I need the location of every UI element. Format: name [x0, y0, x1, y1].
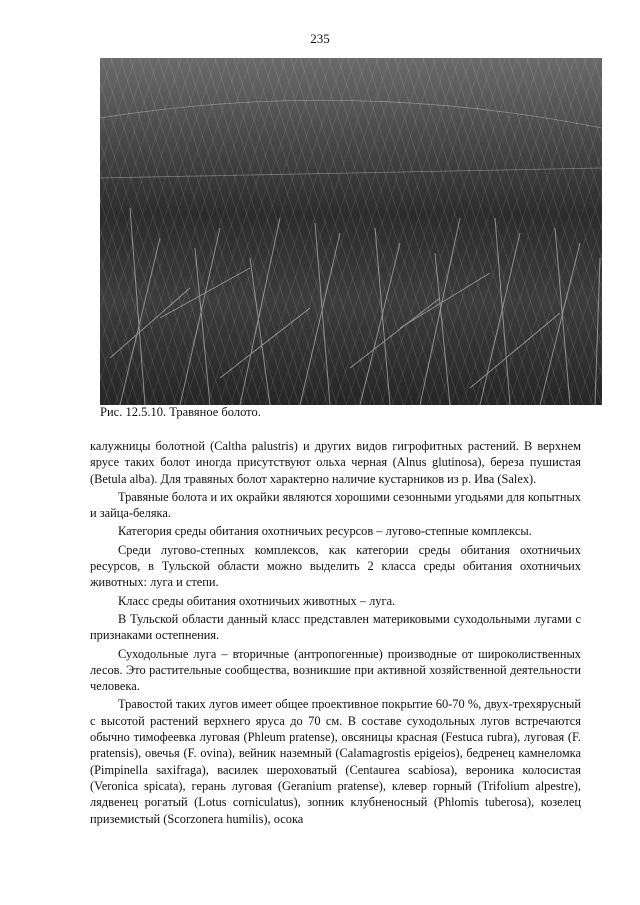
- page-number: 235: [310, 31, 330, 46]
- paragraph: Травостой таких лугов имеет общее проективное покрытие 60-70 %, двух-трехярусный с высотой растений верхнего яруса до 70 см. В составе суходольных лугов встречаются обычно тимофеевка луговая (Phleum pratense), овсяницы красная (Festuca rubra), луговая (F. pratensis), овечья (F. ovina), вейник наземный (Calamagrostis epigeios), бедренец камнеломка (Pimpinella saxifraga), василек шероховатый (Centaurea scabiosa), вероника колосистая (Veronica spicata), герань луговая (Geranium pratense), клевер горный (Trifolium alpestre), лядвенец рогатый (Lotus corniculatus), зопник клубненосный (Phlomis tuberosa), козелец приземистый (Scorzonera humilis), осока: [90, 697, 581, 826]
- paragraph: Суходольные луга – вторичные (антропогенные) производные от широколиственных лесов. Это растительные сообщества, возникшие при активной хозяйственной деятельности человека.: [90, 646, 581, 694]
- body-text: [90, 438, 581, 827]
- paragraph: калужницы болотной (Caltha palustris) и других видов гигрофитных растений. В верхнем ярусе таких болот иногда присутствуют ольха черная (Alnus glutinosa), береза пушистая (Betula alba). Для травяных болот характерно наличие кустарников из р. Ива (Salex).: [90, 439, 581, 486]
- paragraph: В Тульской области данный класс представлен материковыми суходольными лугами с признаками остепнения.: [90, 611, 581, 643]
- paragraph: Категория среды обитания охотничьих ресурсов – лугово-степные комплексы.: [118, 524, 532, 539]
- paragraph: Класс среды обитания охотничьих животных – луга.: [118, 593, 396, 608]
- figure-caption: Рис. 12.5.10. Травяное болото.: [100, 405, 261, 419]
- paragraph: Травяные болота и их окрайки являются хорошими сезонными угодьями для копытных и зайца-беляка.: [90, 489, 581, 521]
- marsh-photo: [100, 58, 602, 405]
- paragraph: Среди лугово-степных комплексов, как категории среды обитания охотничьих ресурсов, в Тульской области можно выделить 2 класса среды обитания охотничьих животных: луга и степи.: [90, 542, 581, 590]
- marsh-photo-texture: [100, 58, 602, 405]
